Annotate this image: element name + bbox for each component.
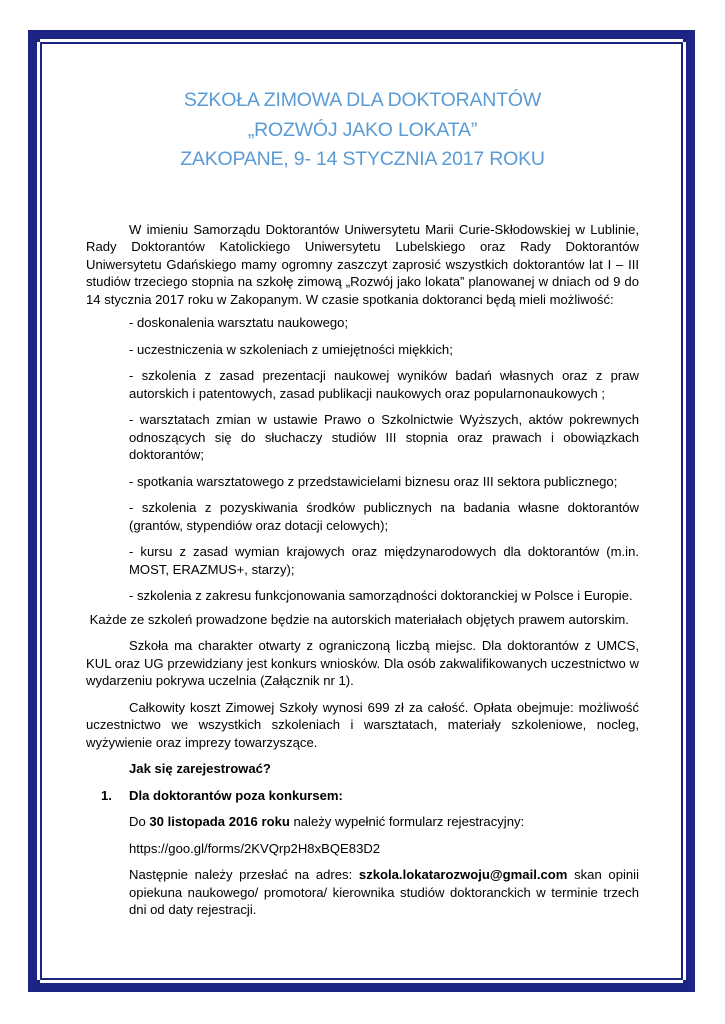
send-suffix: skan opinii opiekuna naukowego/ promotora/ kierownika studiów doktoranckich w terminie trzech dni od daty rejestracji. (129, 867, 643, 917)
open-school-paragraph: Szkoła ma charakter otwarty z ograniczoną liczbą miejsc. Dla doktorantów z UMCS, KUL oraz UG przewidziany jest konkurs wniosków. Dla osób zakwalifikowanych uczestnictwo w wydarzeniu pokrywa uczelnia (Załącznik nr 1). (86, 638, 639, 688)
title-line-1: SZKOŁA ZIMOWA DLA DOKTORANTÓW (183, 89, 542, 111)
list-item: - warsztatach zmian w ustawie Prawo o Szkolnictwie Wyższych, aktów pokrewnych odnoszących się do słuchaczy studiów III stopnia oraz prawach i obowiązkach doktorantów; (129, 412, 639, 462)
opportunities-list (86, 314, 639, 605)
list-item: - spotkania warsztatowego z przedstawicielami biznesu oraz III sektora publicznego; (129, 473, 618, 489)
list-item: - kursu z zasad wymian krajowych oraz międzynarodowych dla doktorantów (m.in. MOST, ERAZMUS+, starzy); (129, 544, 639, 577)
register-details (86, 813, 643, 919)
item-number: 1. (101, 787, 112, 803)
contact-email[interactable]: szkola.lokatarozwoju@gmail.com (358, 867, 568, 882)
intro-paragraph: W imieniu Samorządu Doktorantów Uniwersytetu Marii Curie-Skłodowskiej w Lublinie, Rady Doktorantów Katolickiego Uniwersytetu Lubelskiego oraz Rady Doktorantów Uniwersytetu Gdańskiego mamy ogromny zaszczyt zaprosić wszystkich doktorantów lat I – III studiów trzeciego stopnia na szkołę zimową „Rozwój jako lokata” planowanej w dniach od 9 do 14 stycznia 2017 roku w Zakopanym. W czasie spotkania doktoranci będą mieli możliwość: (86, 221, 639, 307)
register-item-1 (86, 787, 639, 805)
deadline-suffix: należy wypełnić formularz rejestracyjny: (289, 814, 525, 829)
title-line-3: ZAKOPANE, 9- 14 STYCZNIA 2017 ROKU (180, 148, 545, 170)
border-corner (28, 980, 40, 992)
list-item: - szkolenia z pozyskiwania środków publicznych na badania własne doktorantów (grantów, stypendiów oraz dotacji celowych); (129, 500, 639, 533)
item-title: Dla doktorantów poza konkursem: (129, 787, 343, 803)
list-item: - szkolenia z zakresu funkcjonowania samorządności doktoranckiej w Polsce i Europie. (129, 588, 633, 603)
document-body (86, 86, 643, 928)
copyright-note: Każde ze szkoleń prowadzone będzie na autorskich materiałach objętych prawem autorskim. (86, 611, 629, 627)
list-item: - doskonalenia warsztatu naukowego; (129, 315, 349, 330)
border-corner (683, 980, 695, 992)
title-line-2: „ROZWÓJ JAKO LOKATA” (247, 118, 478, 141)
document-title (86, 86, 639, 175)
deadline-date: 30 listopada 2016 roku (149, 814, 290, 829)
deadline-line (129, 813, 639, 831)
form-link[interactable]: https://goo.gl/forms/2KVQrp2H8xBQE83D2 (129, 840, 381, 856)
list-item: - szkolenia z zasad prezentacji naukowej wyników badań własnych oraz z praw autorskich i patentowych, zasad publikacji naukowych oraz popularnonaukowych ; (129, 368, 639, 401)
send-instructions (129, 866, 643, 919)
send-prefix: Następnie należy przesłać na adres: (129, 867, 359, 882)
register-heading: Jak się zarejestrować? (129, 761, 271, 776)
deadline-prefix: Do (129, 814, 150, 829)
border-corner (28, 30, 40, 42)
cost-paragraph: Całkowity koszt Zimowej Szkoły wynosi 699 zł za całość. Opłata obejmuje: możliwość uczestnictwo we wszystkich szkoleniach i warsztatach, materiały szkoleniowe, nocleg, wyżywienie oraz imprezy towarzyszące. (86, 699, 639, 750)
border-corner (683, 30, 695, 42)
list-item: - uczestniczenia w szkoleniach z umiejętności miękkich; (129, 341, 453, 357)
